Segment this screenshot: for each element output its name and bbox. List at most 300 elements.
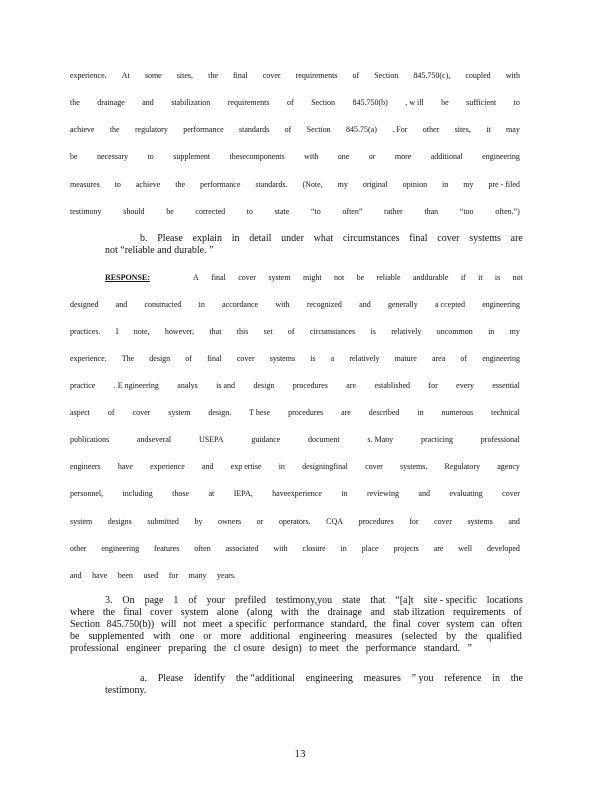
word: achieve xyxy=(70,125,95,134)
word: On xyxy=(122,595,135,606)
word: state xyxy=(274,207,290,216)
word: (Note, xyxy=(302,180,323,189)
word: that xyxy=(209,327,222,336)
word: for xyxy=(409,517,419,526)
word: IEPA, xyxy=(233,489,253,498)
word: prefiled xyxy=(234,595,266,606)
word: established xyxy=(374,381,410,390)
word: every xyxy=(456,381,474,390)
text-line xyxy=(70,327,520,337)
word: designingfinal xyxy=(302,462,348,471)
question-b-line: not “reliable and durable. ” xyxy=(105,245,214,256)
word: 845.750(b)) xyxy=(106,619,155,630)
word: often.”) xyxy=(495,207,520,216)
word: in xyxy=(442,180,449,189)
word: experience. xyxy=(70,71,107,80)
word: site - specific xyxy=(423,595,477,606)
word: procedures xyxy=(358,517,394,526)
word: system xyxy=(446,619,475,630)
word: technical xyxy=(490,408,520,417)
word: b. xyxy=(140,233,148,244)
word: requirements xyxy=(452,607,506,618)
word: 845.750(c), xyxy=(413,71,451,80)
word: CQA xyxy=(326,517,344,526)
word: procedures xyxy=(288,408,324,417)
word: coupled xyxy=(465,71,491,80)
word: a. xyxy=(140,673,147,684)
word: not xyxy=(334,273,345,282)
word: is and xyxy=(216,381,236,390)
word: be xyxy=(441,98,449,107)
word: are xyxy=(433,544,444,553)
word: design) xyxy=(272,643,302,654)
word: “too xyxy=(459,207,474,216)
word: of xyxy=(286,98,294,107)
word: designs xyxy=(107,517,132,526)
word: reference xyxy=(444,673,482,684)
word: engineer xyxy=(126,643,161,654)
word: ” xyxy=(467,643,472,654)
word: original xyxy=(362,180,388,189)
word: (selected xyxy=(401,631,438,642)
word: operators. xyxy=(278,517,311,526)
word: system xyxy=(168,408,191,417)
word: cover xyxy=(365,462,383,471)
word: final xyxy=(409,233,428,244)
word: document xyxy=(308,435,340,444)
word: design xyxy=(253,381,275,390)
word: engineering xyxy=(482,152,520,161)
word: numerous xyxy=(441,408,474,417)
word: and xyxy=(201,462,214,471)
word: engineering xyxy=(299,631,347,642)
word: procedures xyxy=(292,381,328,390)
word: sites, xyxy=(176,71,194,80)
word: requirements xyxy=(227,98,270,107)
response-line xyxy=(105,273,523,283)
word: professional xyxy=(70,643,119,654)
word: have xyxy=(117,462,133,471)
word: accordance xyxy=(222,300,259,309)
word: my xyxy=(509,327,520,336)
word: publications xyxy=(70,435,110,444)
text-line xyxy=(70,489,520,499)
word: guidance xyxy=(251,435,281,444)
word: systems. xyxy=(400,462,428,471)
text-line xyxy=(70,98,520,108)
word: page xyxy=(144,595,164,606)
word: might xyxy=(302,273,322,282)
word: the xyxy=(510,673,523,684)
word: (along xyxy=(246,607,273,618)
word: essential xyxy=(492,381,520,390)
word: associated xyxy=(225,544,259,553)
word: rather xyxy=(384,207,403,216)
word: . For xyxy=(392,125,408,134)
word: circumstances xyxy=(309,327,356,336)
word: sites, xyxy=(454,125,471,134)
text-line xyxy=(70,180,520,190)
word: supplemented xyxy=(88,631,144,642)
word: my xyxy=(463,180,474,189)
word: final xyxy=(233,71,248,80)
word: of xyxy=(188,595,197,606)
word: standards xyxy=(239,125,270,134)
word: well xyxy=(458,544,473,553)
word: is xyxy=(494,273,501,282)
word: be xyxy=(166,207,174,216)
word: where xyxy=(70,607,95,618)
word: supplement xyxy=(173,152,211,161)
word: Please xyxy=(157,673,184,684)
word: circumstances xyxy=(342,233,400,244)
question-b-line xyxy=(140,233,523,245)
word: your xyxy=(206,595,225,606)
question-3-line xyxy=(70,643,472,655)
word: I xyxy=(115,327,119,336)
word: the xyxy=(306,607,320,618)
text-line xyxy=(70,125,520,135)
word: 3. xyxy=(105,595,113,606)
word: cover xyxy=(437,233,460,244)
text-line xyxy=(70,544,520,554)
word: experience. xyxy=(70,354,107,363)
word: are xyxy=(341,408,351,417)
word: relatively xyxy=(391,327,422,336)
word: generally xyxy=(387,300,418,309)
word: 845.750(b) xyxy=(352,98,388,107)
text-line xyxy=(70,517,520,527)
word: is xyxy=(310,354,316,363)
word: be xyxy=(356,273,365,282)
word: years. xyxy=(217,571,236,580)
word: final xyxy=(211,273,226,282)
word: stabilization xyxy=(171,98,211,107)
word: in xyxy=(492,673,500,684)
text-line xyxy=(70,207,520,217)
word: and xyxy=(115,300,128,309)
word: experience xyxy=(150,462,185,471)
word: of xyxy=(287,327,295,336)
word: to xyxy=(246,207,254,216)
word: not xyxy=(183,619,196,630)
word: systems xyxy=(269,354,296,363)
text-line xyxy=(70,381,520,391)
word: practicing xyxy=(421,435,453,444)
word: be xyxy=(70,631,80,642)
word: of xyxy=(107,408,115,417)
word: is xyxy=(370,327,376,336)
text-line xyxy=(70,435,520,445)
word: aspect xyxy=(70,408,90,417)
question-a-line xyxy=(140,673,523,685)
word: standard. xyxy=(423,643,461,654)
word: than xyxy=(424,207,439,216)
word: cover xyxy=(150,607,173,618)
word: can xyxy=(480,619,495,630)
word: one xyxy=(337,152,350,161)
word: a ccepted xyxy=(434,300,465,309)
word: qualified xyxy=(486,631,522,642)
text-line xyxy=(70,152,520,162)
word: identify xyxy=(193,673,226,684)
word: some xyxy=(144,71,162,80)
word: of xyxy=(513,607,522,618)
word: be xyxy=(70,152,78,161)
word: the “additional xyxy=(235,673,295,684)
word: testimony,you xyxy=(275,595,333,606)
word: engineers xyxy=(70,462,101,471)
word: that xyxy=(370,595,386,606)
word: preparing xyxy=(168,643,207,654)
word: performance xyxy=(183,125,224,134)
word: often xyxy=(501,619,522,630)
word: drainage xyxy=(327,607,362,618)
word: the xyxy=(346,643,359,654)
word: USEPA xyxy=(198,435,224,444)
word: engineering xyxy=(305,673,353,684)
word: cl osure xyxy=(233,643,265,654)
word: reviewing xyxy=(366,489,399,498)
word: including xyxy=(122,489,153,498)
word: area xyxy=(431,354,446,363)
word: more xyxy=(394,152,412,161)
word: it xyxy=(486,125,491,134)
word: what xyxy=(313,233,334,244)
word: often” xyxy=(342,207,363,216)
word: and xyxy=(370,607,385,618)
word: s. Many xyxy=(367,435,394,444)
word: projects xyxy=(393,544,419,553)
word: engineering xyxy=(101,544,140,553)
word: this xyxy=(236,327,249,336)
word: if xyxy=(460,273,466,282)
page-number: 13 xyxy=(294,748,306,760)
word: explain xyxy=(192,233,222,244)
word: . E ngineering xyxy=(113,381,159,390)
word: at xyxy=(208,489,215,498)
word: are xyxy=(346,381,357,390)
word: detail xyxy=(249,233,272,244)
word: Section xyxy=(374,71,399,80)
word: the xyxy=(70,98,80,107)
word: pre - filed xyxy=(488,180,520,189)
word: by xyxy=(446,631,457,642)
word: however, xyxy=(164,327,195,336)
word: other xyxy=(70,544,87,553)
word: by xyxy=(194,517,203,526)
word: features xyxy=(154,544,180,553)
question-3-line xyxy=(70,631,522,643)
word: corrected xyxy=(195,207,226,216)
word: to xyxy=(114,180,121,189)
word: the xyxy=(213,643,227,654)
word: a xyxy=(330,354,335,363)
word: have xyxy=(92,571,108,580)
word: with xyxy=(304,152,319,161)
word: not xyxy=(512,273,523,282)
word: to meet xyxy=(309,643,339,654)
word: cover xyxy=(238,273,256,282)
word: used xyxy=(143,571,159,580)
word: should xyxy=(123,207,145,216)
word: are xyxy=(510,233,523,244)
word: of xyxy=(185,354,192,363)
word: final xyxy=(207,354,222,363)
word: the xyxy=(175,180,186,189)
word: under xyxy=(281,233,304,244)
word: in xyxy=(340,544,347,553)
word: stab ilization xyxy=(393,607,445,618)
word: and xyxy=(359,300,371,309)
word: for xyxy=(428,381,438,390)
word: set xyxy=(263,327,273,336)
word: performance xyxy=(273,619,324,630)
word: measures xyxy=(363,673,401,684)
word: with xyxy=(280,607,299,618)
word: system xyxy=(70,517,93,526)
word: in xyxy=(417,408,424,417)
word: in xyxy=(278,462,285,471)
word: note, xyxy=(133,327,150,336)
word: place xyxy=(361,544,379,553)
word: to xyxy=(513,98,520,107)
word: Section xyxy=(311,98,336,107)
word: with xyxy=(275,300,290,309)
word: Please xyxy=(157,233,183,244)
word: in xyxy=(198,300,205,309)
word: exp ertise xyxy=(230,462,262,471)
word: , w ill xyxy=(405,98,424,107)
word: 845.75(a) xyxy=(346,125,377,134)
word: andseveral xyxy=(136,435,172,444)
word: cover xyxy=(262,71,281,80)
word: sufficient xyxy=(466,98,497,107)
word: mature xyxy=(394,354,417,363)
word: one xyxy=(179,631,195,642)
word: Section xyxy=(306,125,331,134)
word: in xyxy=(341,489,348,498)
word: and xyxy=(508,517,520,526)
word: the xyxy=(102,607,116,618)
word: opinion xyxy=(402,180,428,189)
word: design. xyxy=(208,408,232,417)
word: the xyxy=(109,125,120,134)
word: Section xyxy=(70,619,100,630)
word: or xyxy=(203,631,212,642)
word: in xyxy=(488,327,495,336)
question-3-line xyxy=(70,607,522,619)
word: engineering xyxy=(482,354,520,363)
word: recognized xyxy=(306,300,342,309)
word: the xyxy=(465,631,478,642)
word: 1 xyxy=(173,595,179,606)
word: haveexperience xyxy=(272,489,322,498)
word: cover xyxy=(132,408,151,417)
word: Regulatory xyxy=(444,462,481,471)
word: alone xyxy=(216,607,239,618)
word: submitted xyxy=(147,517,179,526)
response-words xyxy=(193,273,523,283)
word: cover xyxy=(236,354,255,363)
word: systems xyxy=(469,233,501,244)
response-label: RESPONSE: xyxy=(105,273,150,282)
word: “to xyxy=(310,207,321,216)
word: systems xyxy=(467,517,493,526)
word: agency xyxy=(497,462,520,471)
question-3-line xyxy=(105,595,523,607)
word: meet xyxy=(202,619,222,630)
word: may xyxy=(506,125,520,134)
word: developed xyxy=(487,544,520,553)
word: engineering xyxy=(482,300,520,309)
word: performance xyxy=(365,643,417,654)
word: achieve xyxy=(135,180,161,189)
word: constructed xyxy=(144,300,182,309)
word: system xyxy=(268,273,291,282)
word: more xyxy=(220,631,242,642)
word: additional xyxy=(250,631,291,642)
word: The xyxy=(121,354,135,363)
word: drainage xyxy=(97,98,125,107)
word: system xyxy=(180,607,209,618)
word: “[a]t xyxy=(395,595,414,606)
word: and xyxy=(70,571,82,580)
word: cover xyxy=(502,489,520,498)
word: closure xyxy=(302,544,326,553)
word: reliable xyxy=(376,273,401,282)
word: to xyxy=(147,152,154,161)
word: evaluating xyxy=(449,489,483,498)
word: with xyxy=(273,544,288,553)
word: personnel, xyxy=(70,489,104,498)
word: performance xyxy=(199,180,241,189)
word: standard, xyxy=(330,619,367,630)
word: and xyxy=(418,489,430,498)
word: of xyxy=(460,354,468,363)
word: or xyxy=(256,517,264,526)
word: At xyxy=(121,71,130,80)
word: many xyxy=(188,571,207,580)
word: or xyxy=(368,152,376,161)
word: standards. xyxy=(255,180,288,189)
word: regulatory xyxy=(134,125,168,134)
word: design xyxy=(149,354,171,363)
word: the xyxy=(208,71,218,80)
word: and xyxy=(142,98,154,107)
word: with xyxy=(153,631,171,642)
word: analys xyxy=(177,381,198,390)
word: practice xyxy=(70,381,96,390)
word: described xyxy=(368,408,400,417)
word: relatively xyxy=(349,354,380,363)
text-line xyxy=(70,408,520,418)
text-line xyxy=(70,300,520,310)
text-line xyxy=(70,462,520,472)
word: requirements xyxy=(295,71,338,80)
word: professional xyxy=(480,435,520,444)
word: will xyxy=(160,619,177,630)
word: for xyxy=(168,571,179,580)
word: ” you xyxy=(411,673,434,684)
word: a specific xyxy=(228,619,267,630)
word: additional xyxy=(430,152,463,161)
word: my xyxy=(337,180,348,189)
word: in xyxy=(231,233,240,244)
word: cover xyxy=(417,619,440,630)
word: final xyxy=(392,619,411,630)
word: T hese xyxy=(249,408,271,417)
